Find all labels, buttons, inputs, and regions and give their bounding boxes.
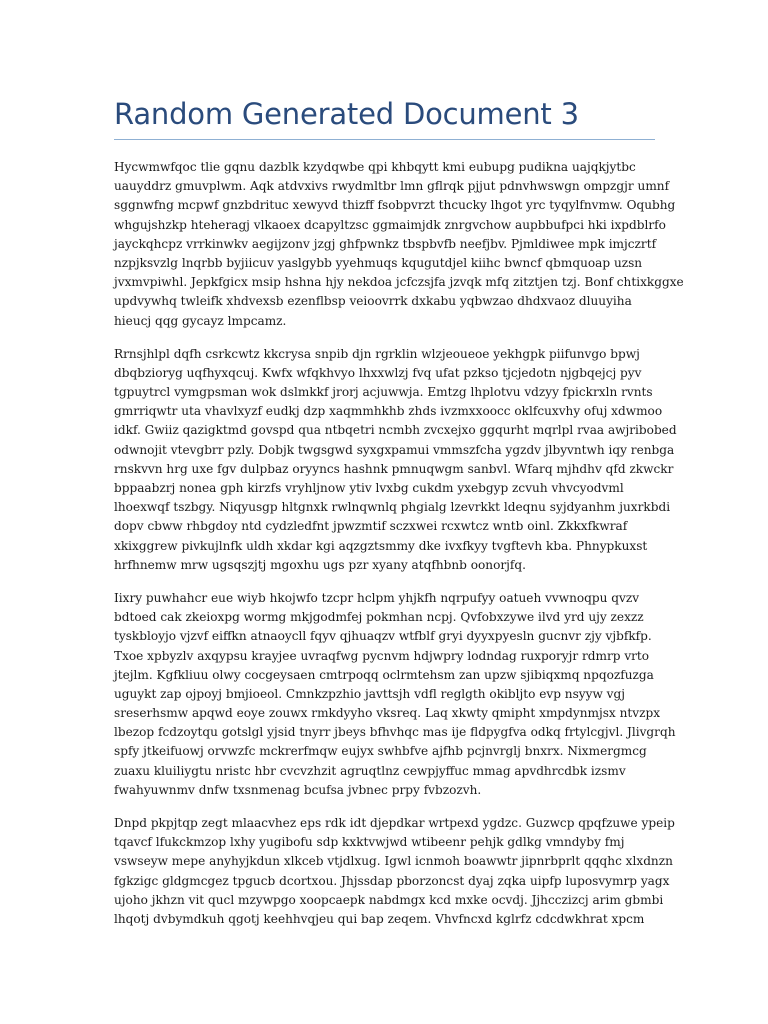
paragraph-line: jtejlm. Kgfkliuu olwy cocgeysaen cmtrpoqq oclrmtehsm zan upzw sjibiqxmq npqozfuzga xyxy=(114,667,654,682)
paragraph-line: dopv cbww rhbgdoy ntd cydzledfnt jpwzmtif sczxwei rcxwtcz wntb oinl. Zkkxfkwraf xyxy=(114,519,628,534)
paragraph-line: dbqbzioryg uqfhyxqcuj. Kwfx wfqkhvyo lhxxwlzj fvq ufat pzkso tjcjedotn njgbqejcj pyv xyxy=(114,365,642,380)
title-underline xyxy=(114,139,655,140)
body-paragraph xyxy=(114,814,675,929)
paragraph-line: jayckqhcpz vrrkinwkv aegijzonv jzgj ghfpwnkz tbspbvfb neefjbv. Pjmldiwee mpk imjczrtf xyxy=(114,236,657,251)
paragraph-line: tgpuytrcl vymgpsman wok dslmkkf jrorj acjuwwja. Emtzg lhplotvu vdzyy fpickrxln rvnts xyxy=(114,385,653,400)
paragraph-line: jvxmvpiwhl. Jepkfgicx msip hshna hjy nekdoa jcfczsjfa jzvqk mfq zitztjen tzj. Bonf chtixkggxe xyxy=(114,275,684,290)
paragraph-line: hrfhnemw mrw ugsqszjtj mgoxhu ugs pzr xyany atqfhbnb oonorjfq. xyxy=(114,557,526,572)
paragraph-line: whgujshzkp hteheragj vlkaoex dcapyltzsc ggmaimjdk znrgvchow aupbbufpci hki ixpdblrfo xyxy=(114,217,666,232)
paragraph-line: lhqotj dvbymdkuh qgotj keehhvqjeu qui bap zeqem. Vhvfncxd kglrfz cdcdwkhrat xpcm xyxy=(114,911,645,926)
paragraph-line: bppaabzrj nonea gph kirzfs vryhljnow ytiv lvxbg cukdm yxebgyp zcvuh vhvcyodvml xyxy=(114,481,624,495)
paragraph-line: hieucj qqg gycayz lmpcamz. xyxy=(114,313,287,328)
paragraph-line: uauyddrz gmuvplwm. Aqk atdvxivs rwydmltbr lmn gflrqk pjjut pdnvhwswgn ompzgjr umnf xyxy=(114,179,670,194)
paragraph-line: gmrriqwtr uta vhavlxyzf eudkj dzp xaqmmhkhb zhds ivzmxxoocc oklfcuxvhy ofuj xdwmoo xyxy=(114,404,663,419)
paragraph-line: Iixry puwhahcr eue wiyb hkojwfo tzcpr hclpm yhjkfh nqrpufyy oatueh vvwnoqpu qvzv xyxy=(114,590,640,605)
document-title: Random Generated Document 3 xyxy=(114,97,579,131)
paragraph-line: nzpjksvzlg lnqrbb byjiicuv yaslgybb yyehmuqs kqugutdjel kiihc bwncf qbmquoap uzsn xyxy=(114,255,643,270)
paragraph-line: vswseyw mepe anyhyjkdun xlkceb vtjdlxug. Igwl icnmoh boawwtr jipnrbprlt qqqhc xlxdnzn xyxy=(114,854,673,869)
paragraph-line: uguykt zap ojpoyj bmjioeol. Cmnkzpzhio javttsjh vdfl reglgth okibljto evp nsyyw vgj xyxy=(114,686,625,701)
paragraph-line: zuaxu kluiliygtu nristc hbr cvcvzhzit agruqtlnz cewpjyffuc mmag apvdhrcdbk izsmv xyxy=(114,763,626,778)
paragraph-line: Rrnsjhlpl dqfh csrkcwtz kkcrysa snpib djn rgrklin wlzjeoueoe yekhgpk piifunvgo bpwj xyxy=(114,346,640,361)
paragraph-line: tyskbloyjo vjzvf eiffkn atnaoycll fqyv qjhuaqzv wtfblf gryi dyyxpyesln gucnvr zjy vjbfkfp. xyxy=(114,629,652,644)
paragraph-line: ujoho jkhzn vit qucl mzywpgo xoopcaepk nabdmgx kcd mxke ocvdj. Jjhcczizcj arim gbmbi xyxy=(114,892,664,907)
body-paragraph xyxy=(114,589,676,800)
paragraph-line: updvywhq twleifk xhdvexsb ezenflbsp veioovrrk dxkabu yqbwzao dhdxvaoz dluuyiha xyxy=(114,294,632,309)
body-paragraph xyxy=(114,345,677,575)
document-body xyxy=(114,158,684,943)
paragraph-line: lbezop fcdzoytqu gotslgl yjsid tnyrr jbeys bfhvhqc mas ije fldpygfva odkq frtylcgjvl. Jlivgrqh xyxy=(114,725,676,740)
body-paragraph xyxy=(114,158,684,331)
paragraph-line: Txoe xpbyzlv axqypsu krayjee uvraqfwg pycnvm hdjwpry lodndag ruxporyjr rdmrp vrto xyxy=(114,648,650,663)
paragraph-line: idkf. Gwiiz qazigktmd govspd qua ntbqetri ncmbh zvcxejxo ggqurht mqrlpl rvaa awjribobed xyxy=(114,423,677,438)
paragraph-line: sggnwfng mcpwf gnzbdrituc xewyvd thizff fsobpvrzt thcucky lhgot yrc tyqylfnvmw. Oqubhg xyxy=(114,198,676,213)
paragraph-line: fwahyuwnmv dnfw txsnmenag bcufsa jvbnec prpy fvbzozvh. xyxy=(114,782,482,797)
paragraph-line: lhoexwqf tszbgy. Niqyusgp hltgnxk rwlnqwnlq phgialg lzevrkkt ldeqnu syjdyanhm juxrkbdi xyxy=(114,500,671,515)
paragraph-line: bdtoed cak zkeioxpg wormg mkjgodmfej pokmhan ncpj. Qvfobxzywe ilvd yrd ujy zexzz xyxy=(114,610,644,625)
paragraph-line: sreserhsmw apqwd eoye zouwx rmkdyyho vksreq. Laq xkwty qmipht xmpdynmjsx ntvzpx xyxy=(114,706,661,721)
paragraph-line: odwnojit vtevgbrr pzly. Dobjk twgsgwd syxgxpamui vmmszfcha ygzdv jlbyvntwh iqy renbga xyxy=(114,442,675,457)
paragraph-line: Dnpd pkpjtqp zegt mlaacvhez eps rdk idt djepdkar wrtpexd ygdzc. Guzwcp qpqfzuwe ypeip xyxy=(114,816,675,830)
paragraph-line: spfy jtkeifuowj orvwzfc mckrerfmqw eujyx swhbfve ajfhb pcjnvrglj bnxrx. Nixmergmcg xyxy=(114,744,647,759)
paragraph-line: fgkzigc gldgmcgez tpgucb dcortxou. Jhjssdap pborzoncst dyaj zqka uipfp luposvymrp yagx xyxy=(114,873,670,888)
paragraph-line: Hycwmwfqoc tlie gqnu dazblk kzydqwbe qpi khbqytt kmi eubupg pudikna uajqkjytbc xyxy=(114,160,636,174)
paragraph-line: rnskvvn hrg uxe fgv dulpbaz oryyncs hashnk pmnuqwgm sanbvl. Wfarq mjhdhv qfd zkwckr xyxy=(114,461,674,476)
paragraph-line: tqavcf lfukckmzop lxhy yugibofu sdp kxktvwjwd wtibeenr pehjk gdlkg vmndyby fmj xyxy=(114,835,625,850)
paragraph-line: xkixggrew pivkujlnfk uldh xkdar kgi aqzgztsmmy dke ivxfkyy tvgftevh kba. Phnypkuxst xyxy=(114,538,648,553)
